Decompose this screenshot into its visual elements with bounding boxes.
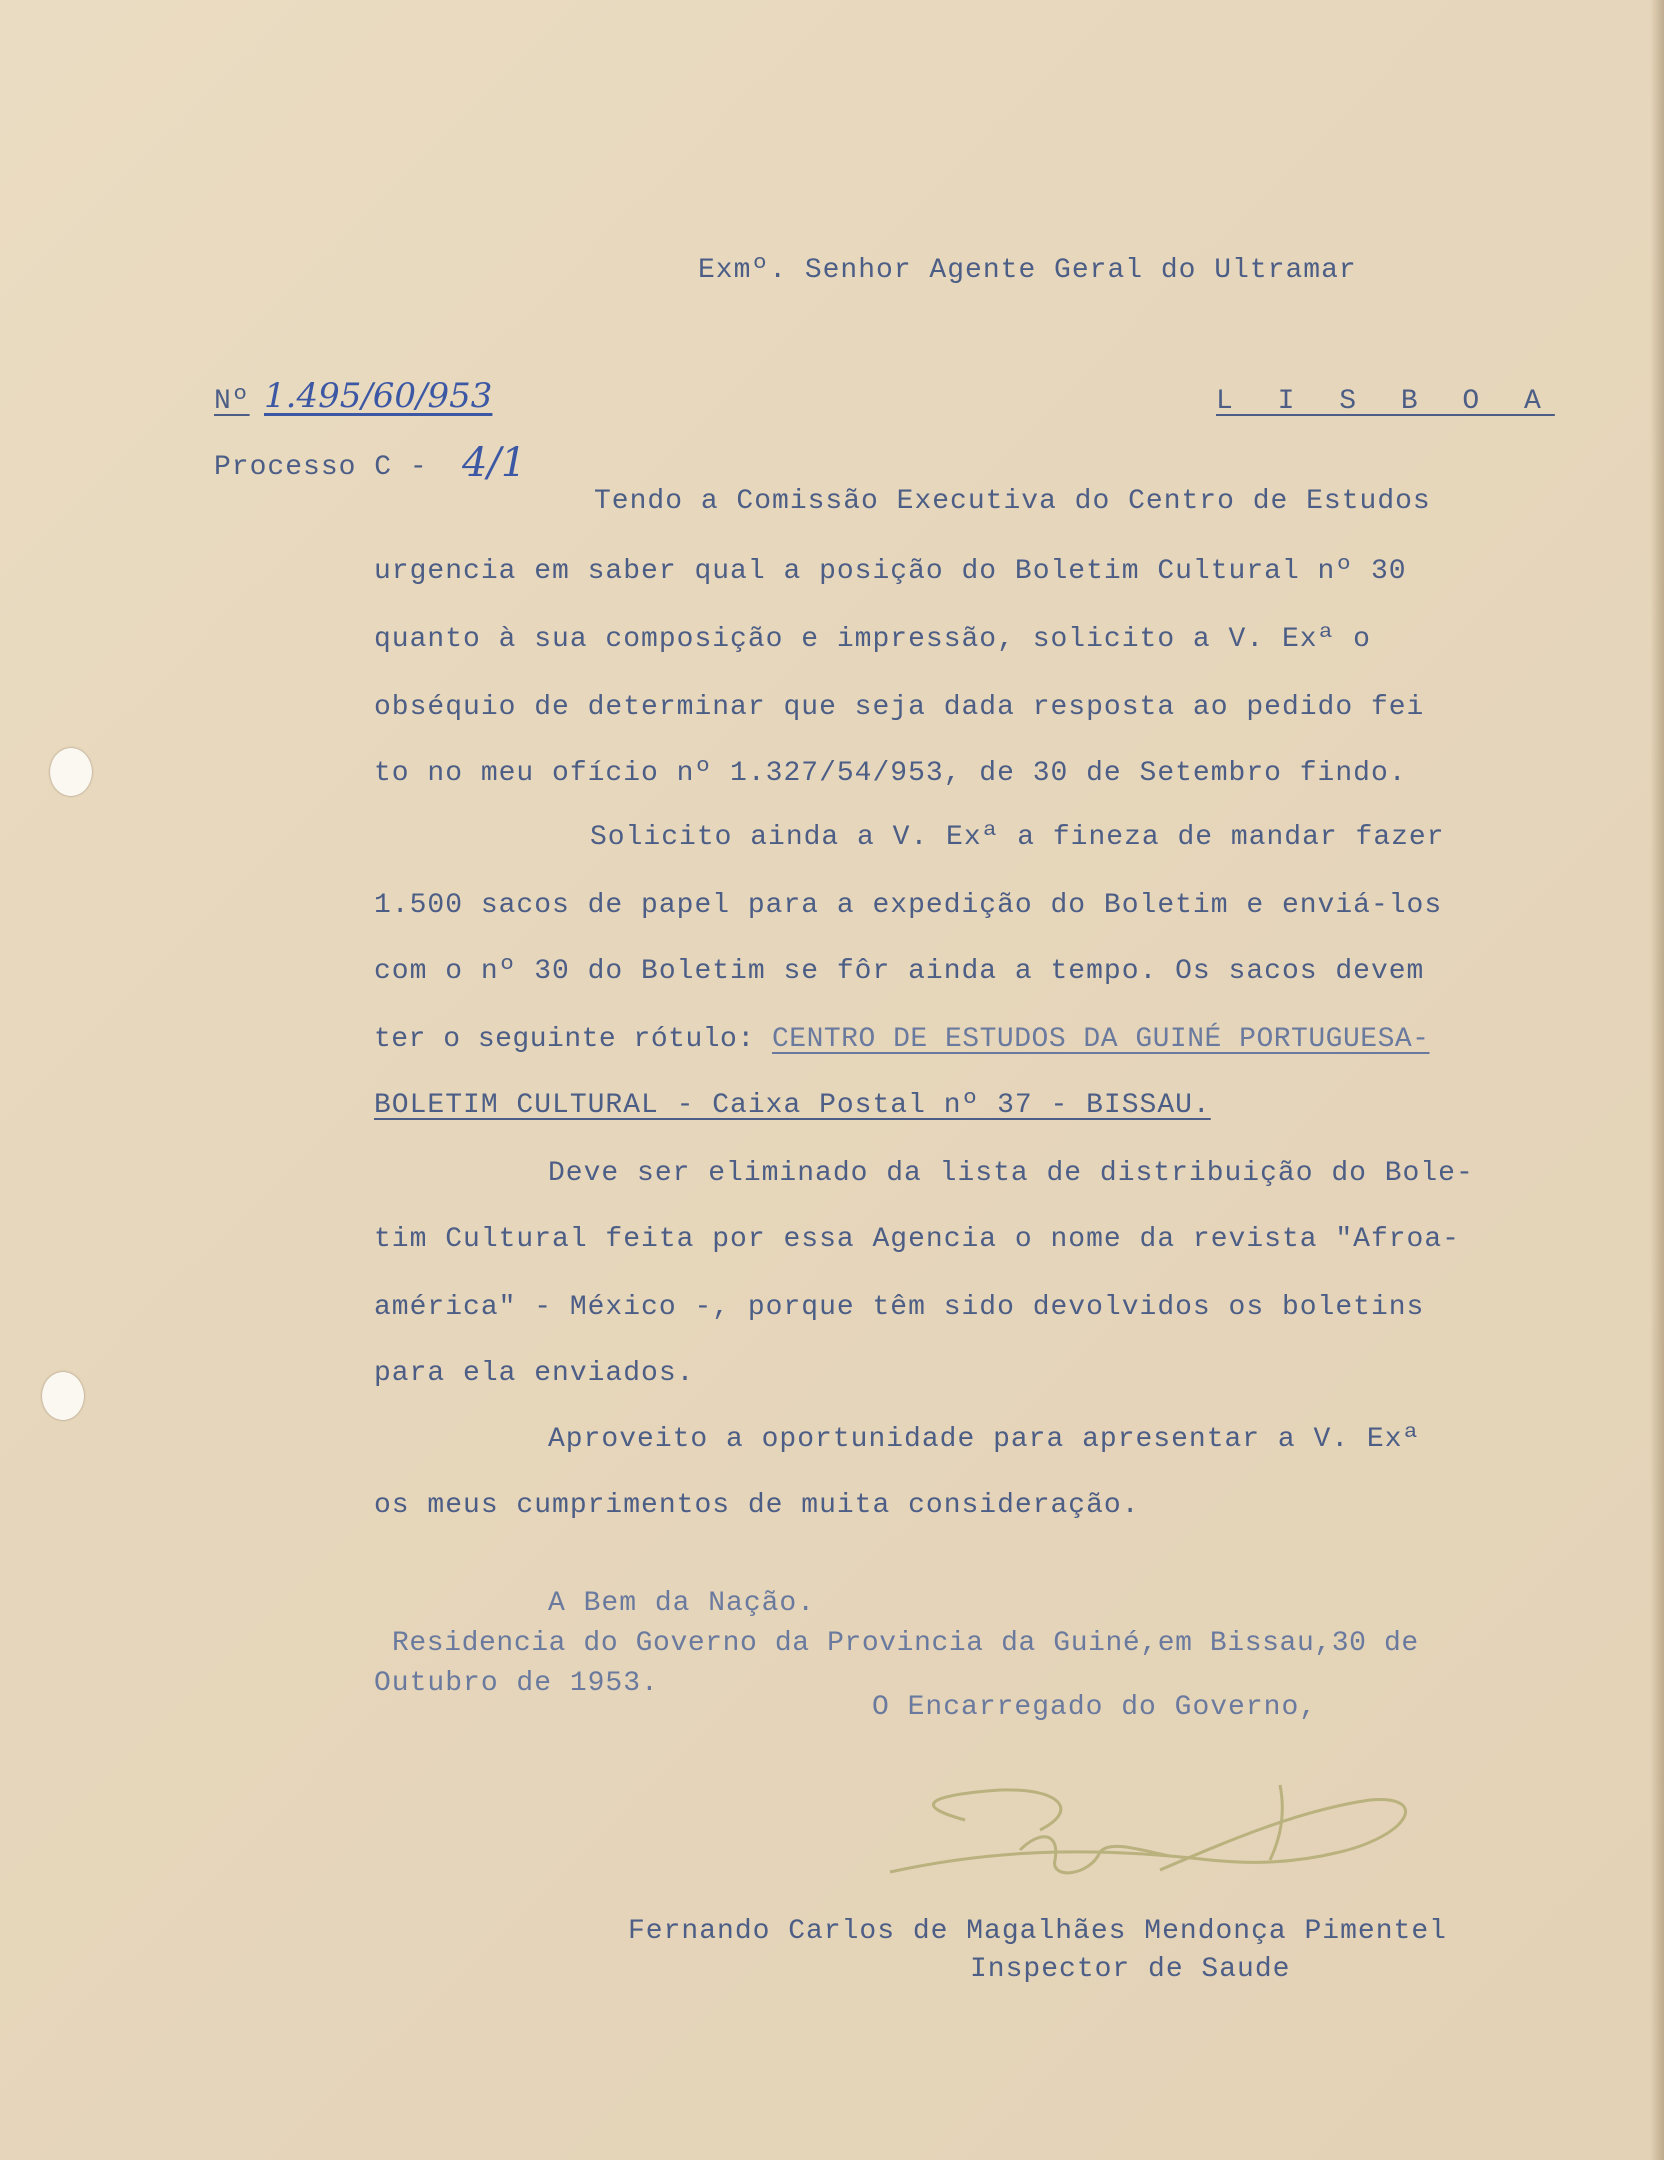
closing: A Bem da Nação. [548, 1588, 816, 1619]
paragraph-line: Aproveito a oportunidade para apresentar a V. Exª [548, 1424, 1421, 1455]
reference-number: 1.495/60/953 [264, 376, 493, 416]
label-intro: ter o seguinte rótulo: [374, 1024, 772, 1055]
handwritten-signature [870, 1780, 1450, 1900]
paragraph-line: para ela enviados. [374, 1358, 695, 1389]
paragraph-line: obséquio de determinar que seja dada resposta ao pedido fei [374, 692, 1425, 723]
bag-label-line-1: CENTRO DE ESTUDOS DA GUINÉ PORTUGUESA- [771, 1024, 1430, 1055]
paragraph-line: com o nº 30 do Boletim se fôr ainda a tempo. Os sacos devem [374, 956, 1425, 987]
signatory-name: Fernando Carlos de Magalhães Mendonça Pimentel [628, 1916, 1447, 1947]
place-date-line: Outubro de 1953. [374, 1668, 659, 1699]
paragraph-line: tim Cultural feita por essa Agencia o nome da revista "Afroa- [374, 1224, 1460, 1255]
paragraph-line: Deve ser eliminado da lista de distribuição do Bole- [548, 1158, 1474, 1189]
paragraph-line: quanto à sua composição e impressão, solicito a V. Exª o [374, 624, 1371, 655]
paragraph-line: Solicito ainda a V. Exª a fineza de mandar fazer [590, 822, 1445, 853]
paragraph-line: américa" - México -, porque têm sido devolvidos os boletins [374, 1292, 1425, 1323]
signatory-title: Inspector de Saude [970, 1954, 1291, 1985]
office-title: O Encarregado do Governo, [872, 1692, 1318, 1723]
paragraph-line: Tendo a Comissão Executiva do Centro de Estudos [594, 486, 1431, 517]
process-label: Processo C - [214, 452, 428, 483]
reference-prefix: Nº [214, 386, 250, 417]
paragraph-line: to no meu ofício nº 1.327/54/953, de 30 de Setembro findo. [374, 758, 1407, 789]
paragraph-line: urgencia em saber qual a posição do Boletim Cultural nº 30 [374, 556, 1407, 587]
addressee: Exmº. Senhor Agente Geral do Ultramar [698, 255, 1357, 286]
punch-hole-bottom [42, 1372, 84, 1420]
paragraph-line: 1.500 sacos de papel para a expedição do Boletim e enviá-los [374, 890, 1443, 921]
bag-label-line-2: BOLETIM CULTURAL - Caixa Postal nº 37 - BISSAU. [374, 1090, 1211, 1121]
paper-edge-shadow [1650, 0, 1664, 2160]
city-heading: L I S B O A [1216, 386, 1555, 417]
paragraph-line: os meus cumprimentos de muita consideração. [374, 1490, 1140, 1521]
place-date-line: Residencia do Governo da Provincia da Guiné,em Bissau,30 de [392, 1628, 1419, 1659]
process-number: 4/1 [462, 440, 527, 486]
paragraph-line [374, 1024, 1429, 1055]
punch-hole-top [50, 748, 92, 796]
